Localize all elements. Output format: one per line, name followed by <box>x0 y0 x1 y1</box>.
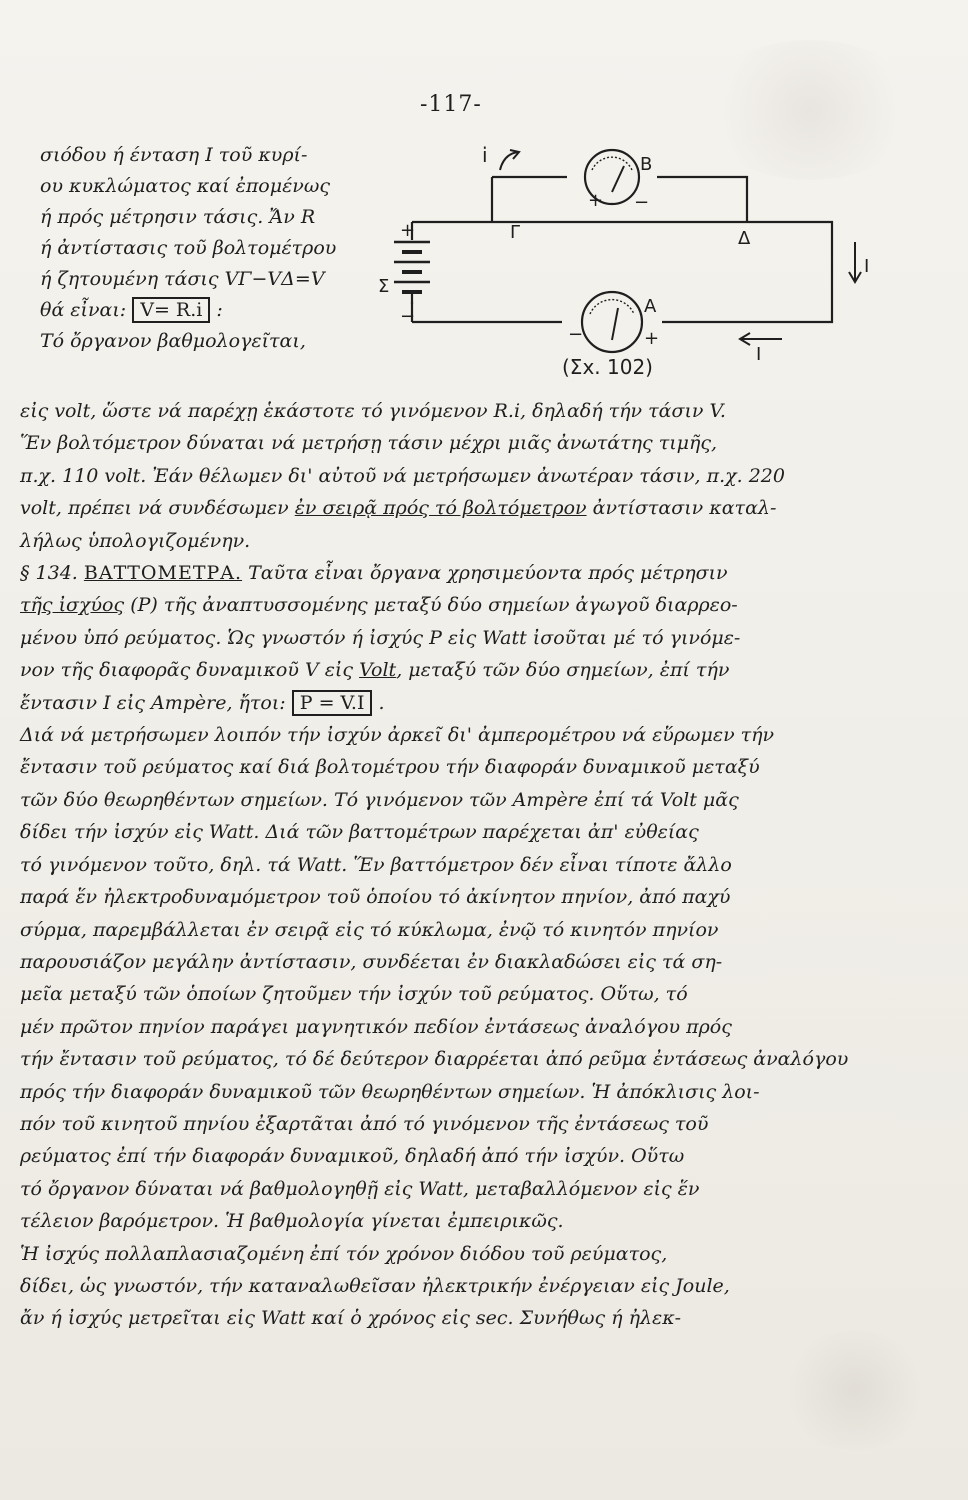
label-node-delta: Δ <box>738 228 751 249</box>
text-line: μέν πρῶτον πηνίον παράγει μαγνητικόν πεδίον ἐντάσεως ἀναλόγου πρός <box>20 1015 732 1038</box>
label-plus-top: + <box>588 190 604 211</box>
label-source-sigma: Σ <box>378 276 390 297</box>
text-line <box>20 492 880 524</box>
text-line: σύρμα, παρεμβάλλεται ἐν σειρᾷ εἰς τό κύκλωμα, ἐνῷ τό κινητόν πηνίον <box>20 918 719 941</box>
text-line: πρός τήν διαφοράν δυναμικοῦ τῶν θεωρηθέντων σημείων. Ἡ ἀπόκλισις λοι- <box>20 1080 760 1103</box>
intro-line: ή πρός μέτρησιν τάσις. Ἄν R <box>40 206 316 228</box>
underlined-phrase: Volt <box>359 659 397 682</box>
text-line: παρά ἕν ἠλεκτροδυναμόμετρον τοῦ ὁποίου τό ἀκίνητον πηνίον, ἀπό παχύ <box>20 886 731 909</box>
intro-line: θά εἶναι: V= R.i : <box>40 299 223 321</box>
underlined-phrase: ἐν σειρᾷ πρός τό βολτόμετρον <box>294 497 587 520</box>
text-segment: ἀντίστασιν καταλ- <box>592 497 777 520</box>
text-line: τέλειον βαρόμετρον. Ἡ βαθμολογία γίνεται ἐμπειρικῶς. <box>20 1210 564 1233</box>
label-plus-battery: + <box>400 220 416 241</box>
text-segment: νον τῆς διαφορᾶς δυναμικοῦ V εἰς <box>20 659 354 682</box>
underlined-phrase: τῆς ἰσχύος <box>20 594 125 617</box>
text-line <box>20 589 880 621</box>
circuit-figure <box>372 142 892 392</box>
text-line: ἔντασιν I εἰς Ampère, ἤτοι: P = V.I . <box>20 691 385 714</box>
body-text <box>20 395 880 1335</box>
text-line: τό γινόμενον τοῦτο, δηλ. τά Watt. Ἕν βαττόμετρον δέν εἶναι τίποτε ἄλλο <box>20 853 732 876</box>
text-line: ἄν ή ἰσχύς μετρεῖται εἰς Watt καί ὁ χρόνος εἰς sec. Συνήθως ή ἠλεκ- <box>20 1307 682 1330</box>
fingerprint-smudge <box>780 1330 930 1450</box>
intro-line: σιόδου ή ένταση I τοῦ κυρί- <box>40 144 308 166</box>
battery-symbol <box>394 242 430 304</box>
figure-caption: (Σx. 102) <box>562 355 653 379</box>
text-segment: ἔντασιν I εἰς Ampère, ἤτοι: <box>20 691 286 714</box>
intro-line: ου κυκλώματος καί ἐπομένως <box>40 175 330 197</box>
intro-line: ή ἀντίστασις τοῦ βολτομέτρου <box>40 237 337 259</box>
label-minus-battery: − <box>400 306 416 327</box>
page-number: -117- <box>420 92 482 117</box>
text-line: τῶν δύο θεωρηθέντων σημείων. Τό γινόμενον τῶν Ampère ἐπί τά Volt μᾶς <box>20 788 739 811</box>
label-minus-bottom: − <box>568 324 584 345</box>
text-line: μεῖα μεταξύ τῶν ὁποίων ζητοῦμεν τήν ἰσχύν τοῦ ρεύματος. Οὕτω, τό <box>20 983 688 1006</box>
text-segment: , μεταξύ τῶν δύο σημείων, ἐπί τήν <box>396 659 730 682</box>
text-line: Ἡ ἰσχύς πολλαπλασιαζομένη ἐπί τόν χρόνον διόδου τοῦ ρεύματος, <box>20 1242 668 1265</box>
voltage-formula-box: V= R.i <box>132 297 210 323</box>
intro-line: ή ζητουμένη τάσις VΓ−VΔ=V <box>40 268 325 290</box>
intro-paragraph <box>40 140 380 357</box>
label-node-gamma: Γ <box>510 222 521 243</box>
text-line: ρεύματος ἐπί τήν διαφοράν δυναμικοῦ, δηλαδή ἀπό τήν ἰσχύν. Οὕτω <box>20 1145 685 1168</box>
label-current-bottom: I <box>756 344 762 365</box>
text-line <box>20 654 880 686</box>
text-line: μένου ὑπό ρεύματος. Ὡς γνωστόν ή ἰσχύς P εἰς Watt ἰσοῦται μέ τό γινόμε- <box>20 626 741 649</box>
text-line: Διά νά μετρήσωμεν λοιπόν τήν ἰσχύν ἀρκεῖ δι' ἀμπερομέτρου νά εὕρωμεν τήν <box>20 724 775 747</box>
text-segment: Ταῦτα εἶναι ὄργανα χρησιμεύοντα πρός μέτρησιν <box>248 562 728 585</box>
section-number: § 134. <box>20 562 78 585</box>
power-formula-box: P = V.I <box>292 690 373 716</box>
text-line: π.χ. 110 volt. Ἐάν θέλωμεν δι' αὐτοῦ νά μετρήσωμεν ἀνωτέραν τάσιν, π.χ. 220 <box>20 464 785 487</box>
text-line: τήν ἔντασιν τοῦ ρεύματος, τό δέ δεύτερον διαρρέεται ἀπό ρεῦμα ἐντάσεως ἀναλόγου <box>20 1048 849 1071</box>
label-meter-a: A <box>644 296 657 317</box>
text-line: λήλως ὑπολογιζομένην. <box>20 529 251 552</box>
label-current-i: i <box>482 143 488 167</box>
label-plus-bottom: + <box>644 328 660 349</box>
text-line: δίδει τήν ἰσχύν εἰς Watt. Διά τῶν βαττομέτρων παρέχεται ἀπ' εὐθείας <box>20 821 699 844</box>
intro-line-text: θά εἶναι: <box>40 299 127 321</box>
text-line: Ἕν βολτόμετρον δύναται νά μετρήσῃ τάσιν μέχρι μιᾶς ἀνωτάτης τιμῆς, <box>20 432 718 455</box>
label-current-side: I <box>864 256 870 277</box>
text-line: δίδει, ὡς γνωστόν, τήν καταναλωθεῖσαν ἠλεκτρικήν ἐνέργειαν εἰς Joule, <box>20 1274 730 1297</box>
text-segment: volt, πρέπει νά συνδέσωμεν <box>20 497 289 520</box>
text-line: πόν τοῦ κινητοῦ πηνίου ἐξαρτᾶται ἀπό τό γινόμενον τῆς ἐντάσεως τοῦ <box>20 1112 709 1135</box>
text-line: ἔντασιν τοῦ ρεύματος καί διά βολτομέτρου τήν διαφοράν δυναμικοῦ μεταξύ <box>20 756 760 779</box>
text-line: τό ὄργανον δύναται νά βαθμολογηθῇ εἰς Watt, μεταβαλλόμενον εἰς ἕν <box>20 1177 700 1200</box>
section-heading-line <box>20 557 880 589</box>
intro-line: Τό ὄργανον βαθμολογεῖται, <box>40 330 306 352</box>
text-line: εἰς volt, ὥστε νά παρέχῃ ἑκάστοτε τό γινόμενον R.i, δηλαδή τήν τάσιν V. <box>20 400 726 422</box>
ammeter-a-symbol <box>582 292 642 352</box>
label-minus-top: − <box>634 192 650 213</box>
text-segment: (P) τῆς ἀναπτυσσομένης μεταξύ δύο σημείων ἀγωγοῦ διαρρεο- <box>130 594 738 617</box>
label-meter-b: B <box>640 154 653 175</box>
section-title: ΒΑΤΤΟΜΕΤΡΑ. <box>83 562 243 585</box>
circuit-diagram <box>372 142 892 392</box>
text-line: παρουσιάζον μεγάλην ἀντίστασιν, συνδέεται ἐν διακλαδώσει εἰς τά ση- <box>20 950 723 973</box>
